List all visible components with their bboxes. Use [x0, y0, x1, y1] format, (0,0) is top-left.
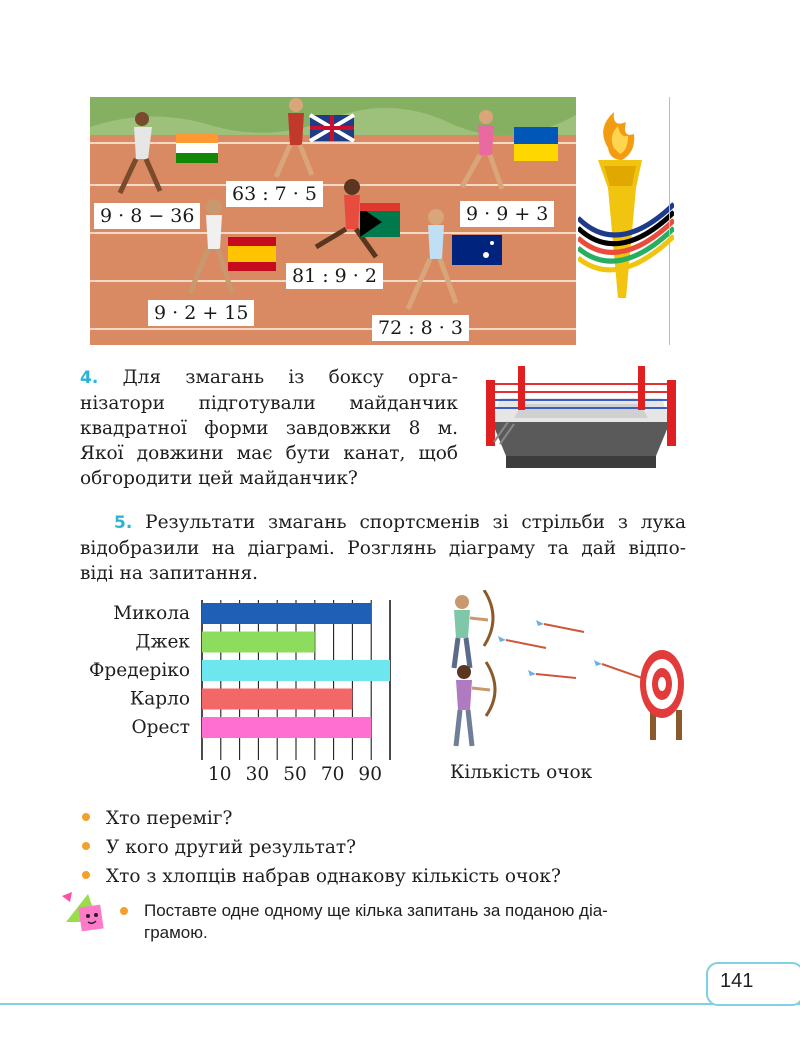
expression-label: 81 : 9 · 2	[286, 263, 383, 289]
category-label: Фредеріко	[89, 660, 190, 681]
group-task-note	[120, 900, 690, 944]
bullet-icon	[82, 842, 90, 850]
category-label: Карло	[129, 688, 190, 710]
category-label: Джек	[135, 631, 190, 653]
chart-x-axis-label: Кількість очок	[450, 762, 593, 783]
question-text: Хто переміг?	[106, 808, 233, 829]
task-number: 5.	[114, 513, 133, 533]
task-4	[80, 365, 458, 491]
task-4-line: квадратної форми завдовжки 8 м.	[80, 418, 458, 439]
task-4-line-1	[80, 365, 458, 391]
bar-chart-svg	[70, 594, 410, 790]
bullet-icon	[82, 813, 90, 821]
tick-label: 90	[358, 764, 382, 785]
question-item	[82, 836, 356, 860]
note-line: Поставте одне одному ще кілька запитань за поданою діа-	[144, 901, 608, 920]
tick-label: 30	[245, 764, 270, 785]
question-text: У кого другий результат?	[106, 837, 357, 858]
mascot-icon	[58, 888, 108, 936]
tick-label: 50	[283, 764, 307, 785]
page-number: 141	[720, 970, 754, 992]
tick-label: 70	[320, 764, 345, 785]
bullet-icon	[120, 907, 128, 915]
track-illustration	[90, 97, 576, 345]
expression-label: 9 · 8 − 36	[94, 203, 200, 229]
bar	[202, 660, 390, 681]
task-5-line-1	[80, 510, 686, 536]
expression-label: 9 · 2 + 15	[148, 300, 254, 326]
bullet-icon	[82, 871, 90, 879]
task-5-line: віді на запитання.	[80, 563, 259, 584]
boxing-ring-image	[478, 360, 684, 476]
tick-label: 10	[208, 764, 232, 785]
question-item	[82, 865, 561, 889]
footer-rule	[0, 1003, 800, 1005]
results-bar-chart	[70, 594, 410, 790]
task-5	[80, 510, 686, 586]
task-text: Результати змагань спортсменів зі стрільби з лука	[145, 512, 686, 533]
task-4-line: обгородити цей майданчик?	[80, 468, 358, 489]
bar	[202, 632, 315, 653]
task-5-line: відобразили на діаграмі. Розглянь діаграму та дай відпо-	[80, 538, 686, 559]
olympic-torch-image	[578, 108, 674, 304]
task-4-line: нізатори підготували майданчик	[80, 393, 458, 414]
task-text: Для змагань із боксу орга-	[122, 367, 458, 388]
archery-image	[436, 590, 692, 750]
divider	[669, 97, 670, 345]
question-item	[82, 807, 232, 831]
category-label: Орест	[131, 717, 190, 738]
bar	[202, 603, 371, 624]
question-text: Хто з хлопців набрав однакову кількість очок?	[106, 866, 561, 887]
note-line: грамою.	[144, 923, 208, 942]
bar	[202, 717, 371, 738]
bar	[202, 689, 352, 710]
category-label: Микола	[113, 603, 190, 624]
expression-label: 63 : 7 · 5	[226, 181, 323, 207]
expression-label: 72 : 8 · 3	[372, 315, 469, 341]
expression-label: 9 · 9 + 3	[460, 201, 554, 227]
task-4-line: Якої довжини має бути канат, щоб	[80, 443, 458, 464]
task-number: 4.	[80, 368, 99, 388]
